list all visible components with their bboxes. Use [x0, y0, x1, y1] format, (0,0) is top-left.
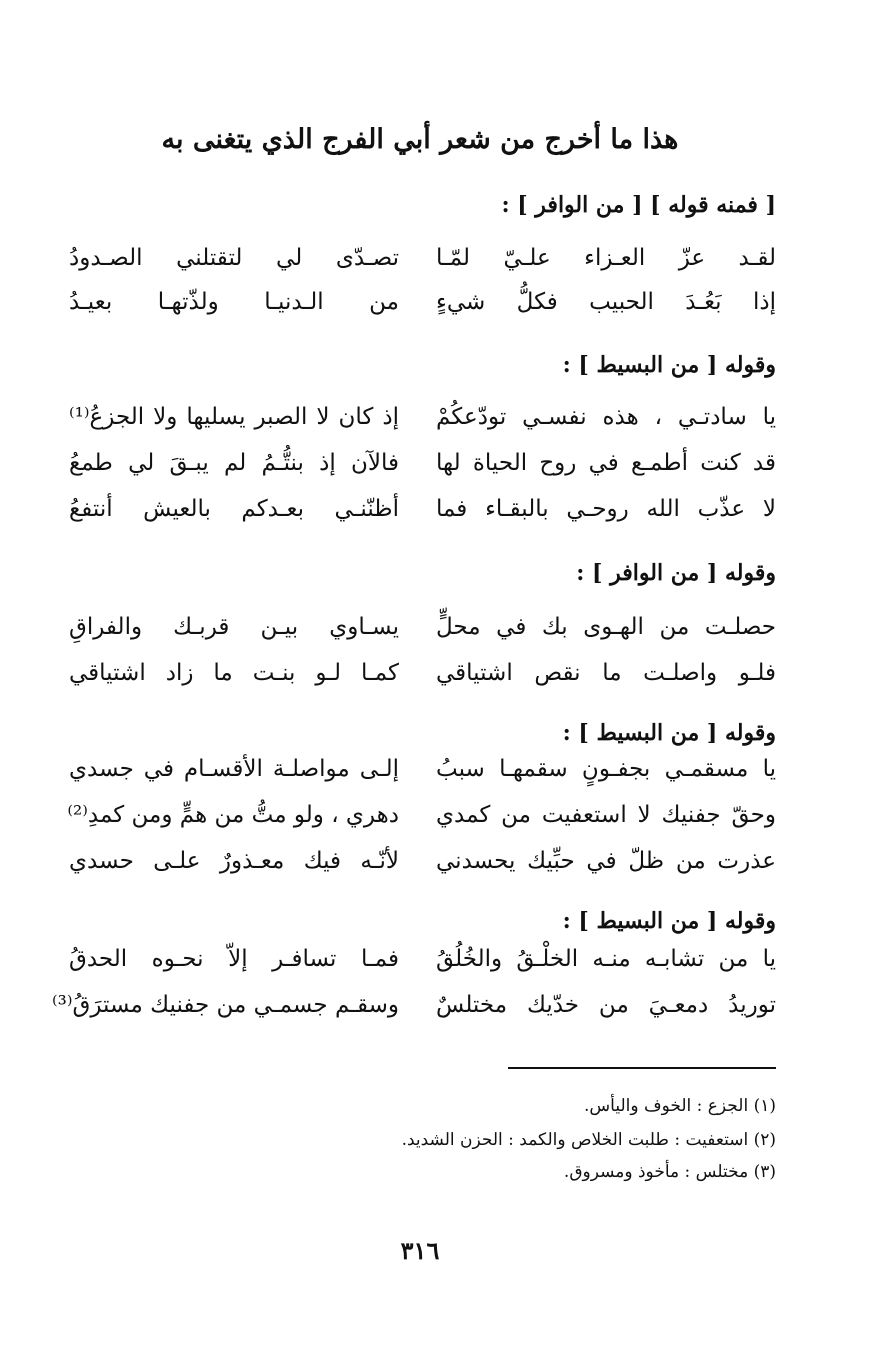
footnote: (٢) استعفيت : طلبت الخلاص والكمد : الحزن الشديد. — [401, 1130, 776, 1150]
first-hemistich: لا عذّب الله روحـي بالبقـاء فما — [436, 496, 776, 522]
second-hemistich: يسـاوي بيـن قربـك والفراقِ — [69, 614, 399, 640]
second-hemistich: إذ كان لا الصبر يسليها ولا الجزعُ⁽¹⁾ — [69, 404, 399, 430]
verse-line — [51, 992, 776, 1032]
verse-line — [69, 756, 776, 796]
verse-line — [69, 404, 776, 444]
second-hemistich: دهري ، ولو متُّ من همٍّ ومن كمدِ⁽²⁾ — [67, 802, 399, 828]
verse-line — [69, 245, 776, 285]
second-hemistich: لأنّـه فيك معـذورٌ علـى حسدي — [69, 848, 399, 874]
second-hemistich: إلـى مواصلـة الأقسـام في جسدي — [69, 756, 399, 782]
footnote-divider — [508, 1067, 776, 1069]
section-intro: وقوله [ من البسيط ] : — [562, 908, 776, 934]
second-hemistich: وسقـم جسمـي من جفنيك مسترَقُ⁽³⁾ — [51, 992, 399, 1018]
second-hemistich: أظنّنـي بعـدكم بالعيش أنتفعُ — [69, 496, 399, 522]
second-hemistich: فمـا تسافـر إلاّ نحـوه الحدقُ — [69, 946, 399, 972]
section-intro: وقوله [ من البسيط ] : — [562, 352, 776, 378]
page-title: هذا ما أخرج من شعر أبي الفرج الذي يتغنى به — [161, 124, 679, 155]
first-hemistich: يا من تشابـه منـه الخلْـقُ والخُلُقُ — [436, 946, 776, 972]
verse-line — [69, 802, 776, 842]
section-intro: [ فمنه قوله ] [ من الوافر ] : — [501, 192, 776, 218]
first-hemistich: عذرت من ظلّ في حبِّيك يحسدني — [436, 848, 776, 874]
verse-line — [69, 946, 776, 986]
second-hemistich: تصـدّى لي لتقتلني الصـدودُ — [69, 245, 399, 271]
first-hemistich: فلـو واصلـت ما نقص اشتياقي — [436, 660, 776, 686]
first-hemistich: قد كنت أطمـع في روح الحياة لها — [436, 450, 776, 476]
footnote: (١) الجزع : الخوف واليأس. — [583, 1096, 776, 1116]
second-hemistich: فالآن إذ بنتُّـمُ لم يبـقَ لي طمعُ — [69, 450, 399, 476]
verse-line — [69, 614, 776, 654]
verse-line — [69, 848, 776, 888]
second-hemistich: كمـا لـو بنـت ما زاد اشتياقي — [69, 660, 399, 686]
first-hemistich: يا سادتـي ، هذه نفسـي تودّعكُمْ — [436, 404, 776, 430]
verse-line — [69, 450, 776, 490]
first-hemistich: حصلـت من الهـوى بك في محلٍّ — [436, 614, 776, 640]
first-hemistich: توريدُ دمعـيَ من خدّيك مختلسٌ — [436, 992, 776, 1018]
second-hemistich: من الـدنيـا ولذّتهـا بعيـدُ — [69, 289, 399, 315]
first-hemistich: لقـد عزّ العـزاء علـيّ لمّـا — [436, 245, 776, 271]
first-hemistich: يا مسقمـي بجفـونٍ سقمهـا سببُ — [436, 756, 776, 782]
first-hemistich: وحقّ جفنيك لا استعفيت من كمدي — [436, 802, 776, 828]
verse-line — [69, 289, 776, 329]
page-number: ٣١٦ — [400, 1236, 440, 1265]
footnote: (٣) مختلس : مأخوذ ومسروق. — [563, 1162, 776, 1182]
verse-line — [69, 660, 776, 700]
verse-line — [69, 496, 776, 536]
section-intro: وقوله [ من الوافر ] : — [576, 560, 776, 586]
section-intro: وقوله [ من البسيط ] : — [562, 720, 776, 746]
first-hemistich: إذا بَعُـدَ الحبيب فكلُّ شيءٍ — [436, 289, 776, 315]
